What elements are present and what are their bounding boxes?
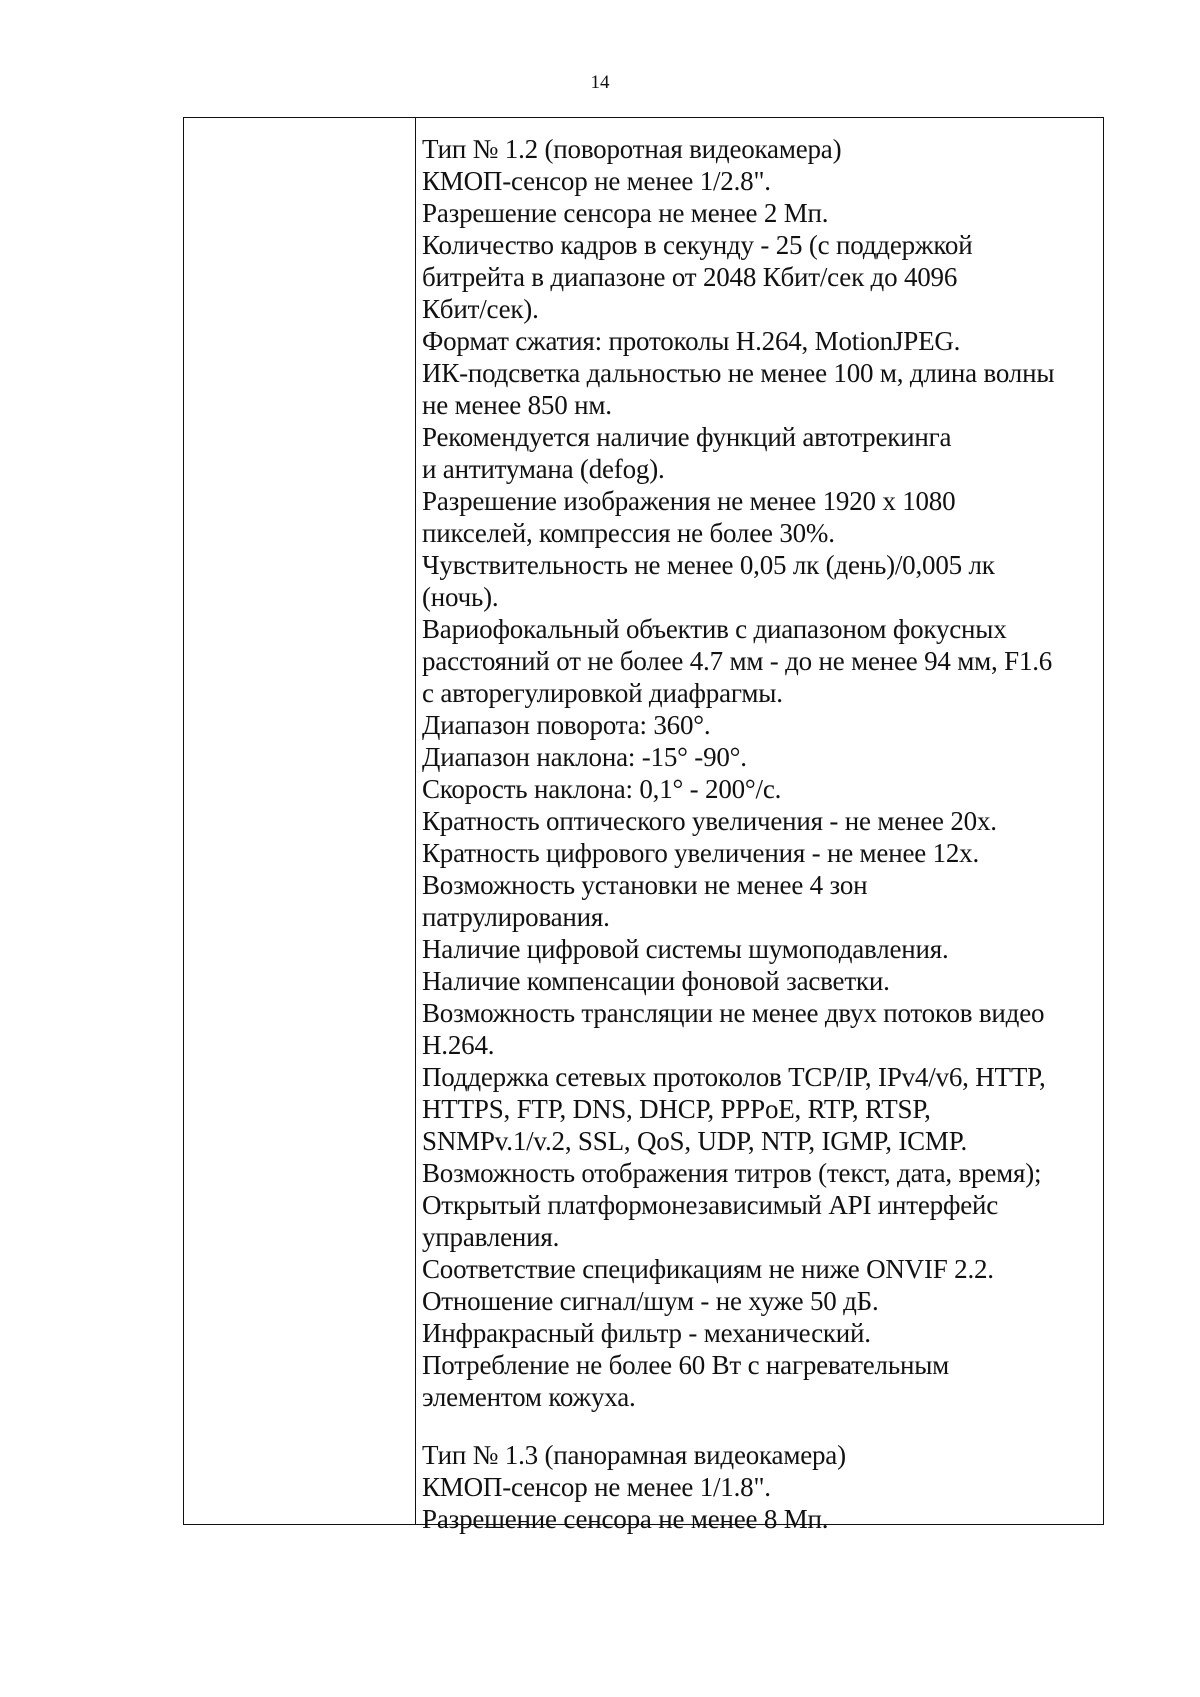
spec-line: с авторегулировкой диафрагмы. [422, 678, 783, 708]
spec-line: Вариофокальный объектив с диапазоном фокусных [422, 614, 1007, 644]
spec-line: Потребление не более 60 Вт с нагревательным [422, 1350, 950, 1380]
spec-line: КМОП-сенсор не менее 1/2.8". [422, 166, 771, 196]
table-cell-left [184, 118, 416, 1524]
spec-line: Открытый платформонезависимый API интерфейс [422, 1190, 999, 1220]
spec-line: ИК-подсветка дальностью не менее 100 м, длина волны [422, 358, 1055, 388]
spec-line: Разрешение сенсора не менее 2 Мп. [422, 198, 829, 228]
spec-line: HTTPS, FTP, DNS, DHCP, PPPoE, RTP, RTSP, [422, 1094, 931, 1124]
spec-block [422, 133, 1097, 1413]
spec-block [422, 1439, 1097, 1535]
spec-line: элементом кожуха. [422, 1382, 636, 1412]
spec-line: Кбит/сек). [422, 294, 539, 324]
spec-line: Тип № 1.2 (поворотная видеокамера) [422, 134, 842, 164]
spec-line: и антитумана (defog). [422, 454, 665, 484]
spec-line: патрулирования. [422, 902, 610, 932]
spec-table [183, 117, 1104, 1534]
spec-line: Кратность оптического увеличения - не менее 20х. [422, 806, 997, 836]
spec-line: Чувствительность не менее 0,05 лк (день)/0,005 лк [422, 550, 995, 580]
spec-line: Диапазон поворота: 360°. [422, 710, 711, 740]
spec-line: Скорость наклона: 0,1° - 200°/с. [422, 774, 782, 804]
page-number: 14 [590, 72, 610, 93]
spec-line: Возможность отображения титров (текст, дата, время); [422, 1158, 1042, 1188]
spec-line: Соответствие спецификациям не ниже ONVIF 2.2. [422, 1254, 994, 1284]
spec-line: Разрешение сенсора не менее 8 Мп. [422, 1504, 829, 1534]
table-cell-right [416, 118, 1103, 1534]
spec-line: расстояний от не более 4.7 мм - до не менее 94 мм, F1.6 [422, 646, 1053, 676]
spec-line: битрейта в диапазоне от 2048 Кбит/сек до 4096 [422, 262, 958, 292]
spec-line: Количество кадров в секунду - 25 (с поддержкой [422, 230, 973, 260]
spec-line: Кратность цифрового увеличения - не менее 12х. [422, 838, 980, 868]
spec-line: Отношение сигнал/шум - не хуже 50 дБ. [422, 1286, 879, 1316]
spec-line: Наличие компенсации фоновой засветки. [422, 966, 890, 996]
spec-line: Тип № 1.3 (панорамная видеокамера) [422, 1440, 846, 1470]
spec-line: управления. [422, 1222, 560, 1252]
spec-line: Возможность трансляции не менее двух потоков видео [422, 998, 1045, 1028]
spec-line: Инфракрасный фильтр - механический. [422, 1318, 871, 1348]
spec-line: пикселей, компрессия не более 30%. [422, 518, 835, 548]
spec-line: Поддержка сетевых протоколов TCP/IP, IPv4/v6, HTTP, [422, 1062, 1046, 1092]
spec-line: не менее 850 нм. [422, 390, 612, 420]
spec-line: (ночь). [422, 582, 499, 612]
spec-line: КМОП-сенсор не менее 1/1.8". [422, 1472, 771, 1502]
spec-line: Формат сжатия: протоколы H.264, MotionJPEG. [422, 326, 961, 356]
spec-line: Наличие цифровой системы шумоподавления. [422, 934, 949, 964]
spec-line: Диапазон наклона: -15° -90°. [422, 742, 747, 772]
spec-line: H.264. [422, 1030, 495, 1060]
spec-line: Рекомендуется наличие функций автотрекинга [422, 422, 952, 452]
spec-line: SNMPv.1/v.2, SSL, QoS, UDP, NTP, IGMP, ICMP. [422, 1126, 968, 1156]
spec-line: Возможность установки не менее 4 зон [422, 870, 868, 900]
spec-line: Разрешение изображения не менее 1920 x 1080 [422, 486, 956, 516]
